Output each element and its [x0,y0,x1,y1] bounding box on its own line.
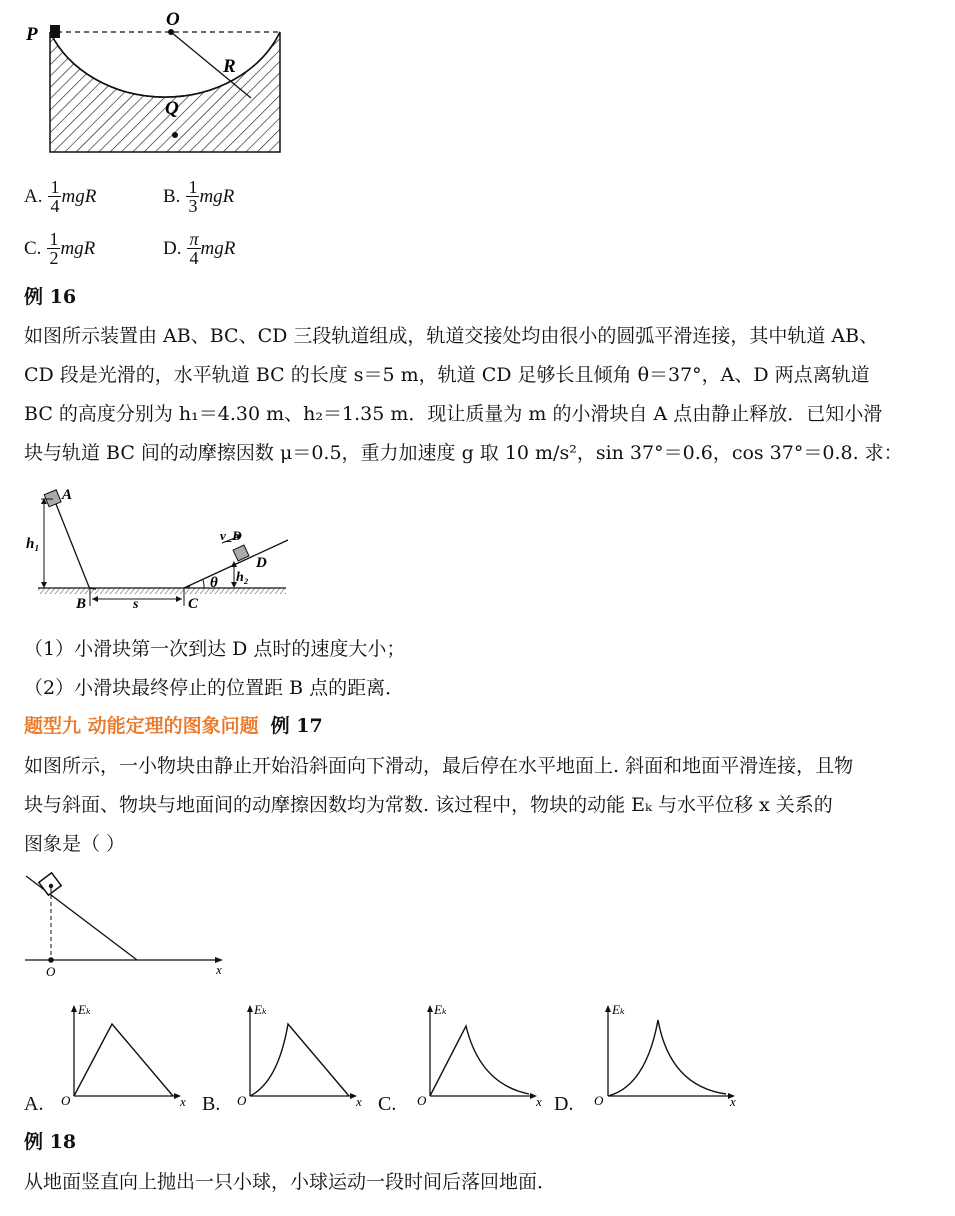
ex16-line-1: 如图所示装置由 AB、BC、CD 三段轨道组成，轨道交接处均由很小的圆弧平滑连接，其中轨道 AB、 [24,325,879,347]
chart-d-ylabel: Eₖ [612,1002,625,1017]
ex17-line-1: 如图所示，一小物块由静止开始沿斜面向下滑动，最后停在水平地面上. 斜面和地面平滑连接，且物 [24,755,854,777]
chart-b-ylabel: Eₖ [254,1002,267,1017]
ex16-question-2: （2）小滑块最终停止的位置距 B 点的距离． [24,677,405,699]
chart-a [56,996,196,1111]
incline-figure [20,866,235,982]
ex17-heading-line [24,715,323,737]
label-h2: h₂ [236,570,249,585]
section-title: 题型九 动能定理的图象问题 [24,715,259,737]
semicircle-track-figure [20,4,290,154]
fraction: $\frac{1}{2}$ [49,229,59,268]
option-d: D. $\frac{\pi}{4}$ mgR [163,229,236,268]
label-theta: θ [210,575,218,591]
chart-a-xlabel: x [180,1094,186,1109]
chart-c-label: C. [378,1093,397,1115]
label-a: A [62,487,73,503]
label-x: x [216,962,222,977]
ex16-line-4: 块与轨道 BC 间的动摩擦因数 μ＝0.5，重力加速度 g 取 10 m/s²，sin 37°＝0.6，cos 37°＝0.8. 求： [24,442,903,464]
fraction: $\frac{1}{4}$ [50,177,60,216]
ex16-line-2: CD 段是光滑的，水平轨道 BC 的长度 s＝5 m，轨道 CD 足够长且倾角 θ＝37°，A、D 两点离轨道 [24,364,870,386]
chart-a-curve [74,1024,173,1096]
chart-c [412,996,552,1111]
chart-b [232,996,372,1111]
chart-c-origin: O [417,1093,427,1108]
label-o: O [46,964,56,979]
chart-a-label: A. [24,1093,44,1115]
ex16-question-1: （1）小滑块第一次到达 D 点时的速度大小； [24,638,406,660]
chart-d [590,996,740,1111]
fraction: $\frac{1}{3}$ [188,177,198,216]
block [39,873,61,895]
block-p [50,25,60,38]
label-q: Q [165,98,179,119]
label-d: D [256,555,267,571]
chart-c-xlabel: x [536,1094,542,1109]
label-b: B [76,596,87,612]
label-s: s [133,597,139,612]
chart-a-origin: O [61,1093,71,1108]
option-c: C. $\frac{1}{2}$ mgR [24,229,96,268]
ex16-line-3: BC 的高度分别为 h₁＝4.30 m、h₂＝1.35 m．现让质量为 m 的小滑块自 A 点由静止释放．已知小滑 [24,403,883,425]
example-18-heading: 例 18 [24,1131,77,1153]
chart-d-label: D. [554,1093,574,1115]
label-vd: v_D [220,528,242,543]
chart-b-label: B. [202,1093,221,1115]
label-c: C [188,596,199,612]
chart-b-origin: O [237,1093,247,1108]
label-o: O [166,9,180,30]
chart-c-curve [430,1026,529,1096]
option-a: A. $\frac{1}{4}$ mgR [24,177,97,216]
chart-a-ylabel: Eₖ [78,1002,91,1017]
example-16-heading: 例 16 [24,286,77,308]
ex17-line-2: 块与斜面、物块与地面间的动摩擦因数均为常数. 该过程中，物块的动能 Eₖ 与水平位移 x 关系的 [24,794,833,816]
chart-d-origin: O [594,1093,604,1108]
chart-b-curve [250,1024,349,1096]
chart-d-xlabel: x [730,1094,736,1109]
chart-c-ylabel: Eₖ [434,1002,447,1017]
ex17-line-3: 图象是（ ） [24,833,126,855]
label-p: P [26,24,38,45]
option-b: B. $\frac{1}{3}$ mgR [163,177,235,216]
slider-block-a [44,490,61,507]
ex18-line-1: 从地面竖直向上抛出一只小球，小球运动一段时间后落回地面． [24,1171,557,1193]
track-abcd-figure [22,484,297,614]
label-h1: h₁ [26,536,40,552]
fraction: $\frac{\pi}{4}$ [189,229,199,268]
chart-d-curve [608,1020,726,1096]
label-r: R [223,56,236,77]
example-17-heading: 例 17 [270,715,323,737]
chart-b-xlabel: x [356,1094,362,1109]
